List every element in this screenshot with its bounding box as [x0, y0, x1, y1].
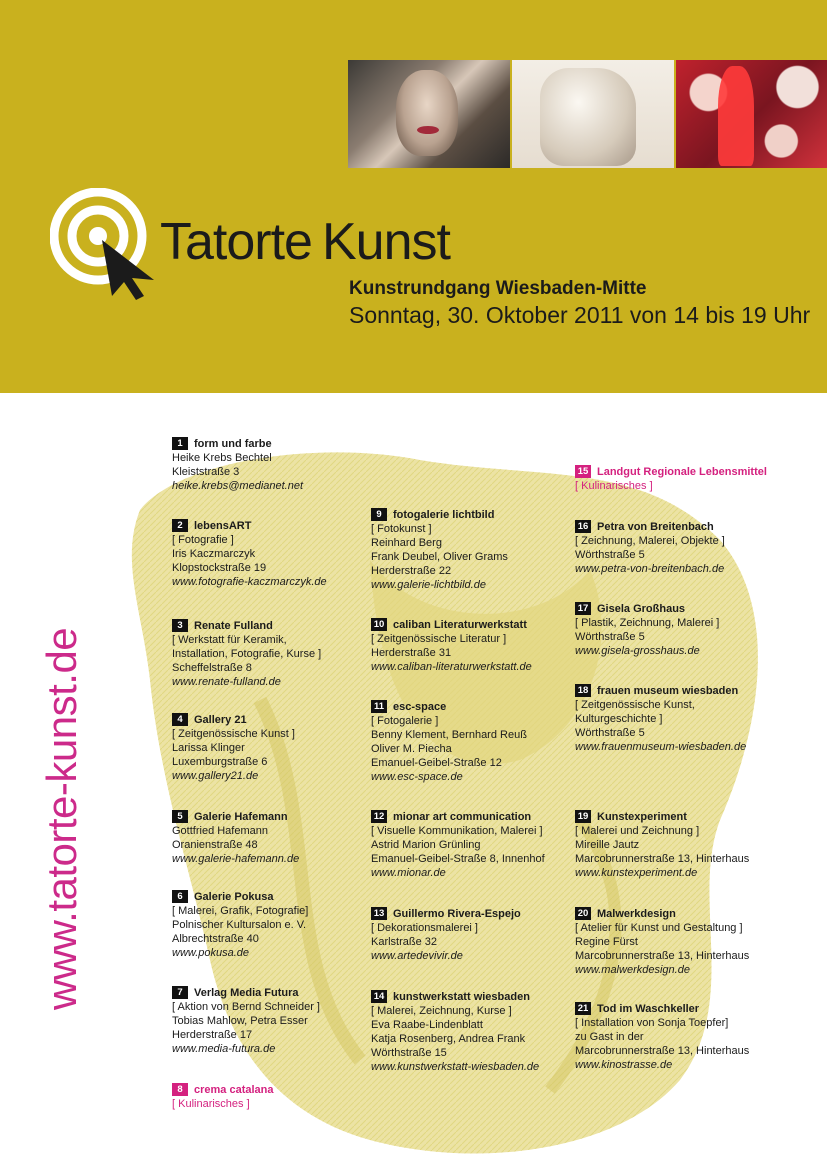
venue-entry: [371, 699, 591, 784]
venue-name: Galerie Pokusa: [194, 890, 274, 903]
venue-detail: [ Kulinarisches ]: [172, 1098, 250, 1110]
venue-detail: Emanuel-Geibel-Straße 8, Innenhof: [371, 853, 545, 865]
photo-sculpture: [512, 60, 674, 168]
venue-detail: [ Aktion von Bernd Schneider ]: [172, 1001, 320, 1013]
venue-detail: Oliver M. Piecha: [371, 743, 452, 755]
venue-name: Petra von Breitenbach: [597, 520, 714, 533]
venue-number-badge: 10: [371, 618, 387, 631]
venue-link[interactable]: www.media-futura.de: [172, 1043, 276, 1055]
venue-name: form und farbe: [194, 437, 272, 450]
venue-header: [371, 699, 591, 714]
venue-detail: [ Zeichnung, Malerei, Objekte ]: [575, 535, 725, 547]
venue-header: [172, 712, 392, 727]
venue-number-badge: 16: [575, 520, 591, 533]
venue-entry: [172, 618, 392, 689]
venue-name: lebensART: [194, 519, 252, 532]
venue-number-badge: 5: [172, 810, 188, 823]
venue-detail: Marcobrunnerstraße 13, Hinterhaus: [575, 950, 750, 962]
venue-detail: Wörthstraße 5: [575, 549, 645, 561]
venue-entry: [371, 617, 591, 674]
venue-detail: Herderstraße 17: [172, 1029, 253, 1041]
venue-entry: [371, 809, 591, 880]
venue-name: Landgut Regionale Lebensmittel: [597, 465, 767, 478]
venue-header: [172, 436, 392, 451]
venue-detail: Gottfried Hafemann: [172, 825, 268, 837]
venue-number-badge: 21: [575, 1002, 591, 1015]
venue-number-badge: 7: [172, 986, 188, 999]
venue-detail: Kulturgeschichte ]: [575, 713, 663, 725]
venue-detail: [ Malerei, Grafik, Fotografie]: [172, 905, 309, 917]
venue-entry: [172, 985, 392, 1056]
venue-link[interactable]: www.galerie-hafemann.de: [172, 853, 300, 865]
venue-entry: [575, 601, 795, 658]
venue-link[interactable]: www.pokusa.de: [172, 947, 250, 959]
venue-header: [172, 618, 392, 633]
venue-number-badge: 19: [575, 810, 591, 823]
photo-red-painting: [676, 60, 827, 168]
venue-header: [172, 889, 392, 904]
venue-number-badge: 17: [575, 602, 591, 615]
venue-link[interactable]: www.gisela-grosshaus.de: [575, 645, 700, 657]
venue-detail: Frank Deubel, Oliver Grams: [371, 551, 508, 563]
venue-name: Verlag Media Futura: [194, 986, 299, 999]
venue-link[interactable]: www.kunstexperiment.de: [575, 867, 698, 879]
venue-detail: Luxemburgstraße 6: [172, 756, 268, 768]
venue-link[interactable]: heike.krebs@medianet.net: [172, 480, 304, 492]
venue-name: Galerie Hafemann: [194, 810, 288, 823]
photo-portrait: [348, 60, 510, 168]
venue-detail: Scheffelstraße 8: [172, 662, 252, 674]
venue-link[interactable]: www.malwerkdesign.de: [575, 964, 690, 976]
venue-detail: [ Fotografie ]: [172, 534, 234, 546]
venue-number-badge: 8: [172, 1083, 188, 1096]
venue-name: Tod im Waschkeller: [597, 1002, 700, 1015]
venue-detail: Regine Fürst: [575, 936, 638, 948]
venue-number-badge: 1: [172, 437, 188, 450]
page-title: [160, 212, 450, 272]
venue-header: [172, 985, 392, 1000]
venue-link[interactable]: www.mionar.de: [371, 867, 446, 879]
venue-name: frauen museum wiesbaden: [597, 684, 739, 697]
venue-number-badge: 13: [371, 907, 387, 920]
venue-header: [172, 518, 392, 533]
venue-detail: Astrid Marion Grünling: [371, 839, 481, 851]
venue-name: kunstwerkstatt wiesbaden: [393, 990, 530, 1003]
venue-name: Malwerkdesign: [597, 907, 676, 920]
venue-entry: [172, 1082, 392, 1111]
venue-name: Gallery 21: [194, 713, 247, 726]
venue-name: fotogalerie lichtbild: [393, 508, 495, 521]
venue-link[interactable]: www.artedevivir.de: [371, 950, 463, 962]
venue-detail: Reinhard Berg: [371, 537, 442, 549]
venue-detail: zu Gast in der: [575, 1031, 644, 1043]
venue-detail: [ Installation von Sonja Toepfer]: [575, 1017, 729, 1029]
venue-entry: [371, 507, 591, 592]
venue-detail: [ Malerei, Zeichnung, Kurse ]: [371, 1005, 512, 1017]
venue-detail: Marcobrunnerstraße 13, Hinterhaus: [575, 1045, 750, 1057]
title-word-2: Kunst: [321, 213, 450, 271]
venue-detail: Oranienstraße 48: [172, 839, 258, 851]
venue-detail: Polnischer Kultursalon e. V.: [172, 919, 307, 931]
venue-number-badge: 2: [172, 519, 188, 532]
venue-name: Guillermo Rivera-Espejo: [393, 907, 521, 920]
venue-entry: [575, 809, 795, 880]
venue-detail: Katja Rosenberg, Andrea Frank: [371, 1033, 526, 1045]
venue-entry: [172, 518, 392, 589]
venue-detail: Wörthstraße 15: [371, 1047, 447, 1059]
venue-name: Kunstexperiment: [597, 810, 687, 823]
venue-name: Gisela Großhaus: [597, 602, 686, 615]
venue-number-badge: 15: [575, 465, 591, 478]
venue-detail: Marcobrunnerstraße 13, Hinterhaus: [575, 853, 750, 865]
venue-number-badge: 12: [371, 810, 387, 823]
venue-detail: Benny Klement, Bernhard Reuß: [371, 729, 527, 741]
venue-entry: [371, 989, 591, 1074]
venue-entry: [371, 906, 591, 963]
venue-entry: [172, 889, 392, 960]
venue-detail: Albrechtstraße 40: [172, 933, 259, 945]
venue-detail: Eva Raabe-Lindenblatt: [371, 1019, 483, 1031]
venue-detail: Tobias Mahlow, Petra Esser: [172, 1015, 308, 1027]
date-line: Sonntag, 30. Oktober 2011 von 14 bis 19 Uhr: [349, 302, 811, 328]
title-word-1: Tatorte: [160, 213, 312, 271]
venue-detail: Mireille Jautz: [575, 839, 640, 851]
venue-header: [172, 1082, 392, 1097]
venue-entry: [172, 436, 392, 493]
venue-header: [172, 809, 392, 824]
venue-entry: [172, 809, 392, 866]
venue-detail: [ Dekorationsmalerei ]: [371, 922, 478, 934]
venue-entry: [575, 519, 795, 576]
venue-link[interactable]: www.esc-space.de: [371, 771, 463, 783]
venue-link[interactable]: www.frauenmuseum-wiesbaden.de: [575, 741, 747, 753]
venue-detail: [ Atelier für Kunst und Gestaltung ]: [575, 922, 743, 934]
venue-header: [575, 906, 795, 921]
venue-detail: Iris Kaczmarczyk: [172, 548, 256, 560]
venue-name: Renate Fulland: [194, 619, 273, 632]
subtitle: Kunstrundgang Wiesbaden-Mitte: [349, 278, 647, 299]
venue-header: [575, 683, 795, 698]
venue-detail: [ Zeitgenössische Literatur ]: [371, 633, 507, 645]
venue-header: [371, 906, 591, 921]
venue-detail: [ Malerei und Zeichnung ]: [575, 825, 700, 837]
venue-detail: Larissa Klinger: [172, 742, 245, 754]
venue-detail: [ Plastik, Zeichnung, Malerei ]: [575, 617, 720, 629]
venue-detail: [ Kulinarisches ]: [575, 480, 653, 492]
venue-name: mionar art communication: [393, 810, 532, 823]
venue-entry: [575, 906, 795, 977]
header-photos: [348, 60, 827, 168]
venue-header: [575, 519, 795, 534]
venue-header: [371, 617, 591, 632]
venue-detail: Installation, Fotografie, Kurse ]: [172, 648, 322, 660]
venue-detail: Wörthstraße 5: [575, 727, 645, 739]
venue-header: [371, 507, 591, 522]
venue-header: [371, 809, 591, 824]
venue-number-badge: 18: [575, 684, 591, 697]
venue-name: esc-space: [393, 700, 447, 713]
venue-header: [575, 601, 795, 616]
venue-detail: [ Werkstatt für Keramik,: [172, 634, 287, 646]
venue-entry: [172, 712, 392, 783]
venue-header: [371, 989, 591, 1004]
venue-detail: [ Fotokunst ]: [371, 523, 432, 535]
venue-link[interactable]: www.renate-fulland.de: [172, 676, 281, 688]
venue-link[interactable]: www.kinostrasse.de: [575, 1059, 673, 1071]
venue-detail: [ Zeitgenössische Kunst,: [575, 699, 695, 711]
venue-entry: [575, 683, 795, 754]
venue-number-badge: 6: [172, 890, 188, 903]
venue-link[interactable]: www.petra-von-breitenbach.de: [575, 563, 725, 575]
venue-name: caliban Literaturwerkstatt: [393, 618, 527, 631]
venue-detail: [ Visuelle Kommunikation, Malerei ]: [371, 825, 543, 837]
venue-number-badge: 3: [172, 619, 188, 632]
venue-detail: [ Zeitgenössische Kunst ]: [172, 728, 295, 740]
target-cursor-logo-icon: [50, 188, 162, 300]
venue-link[interactable]: www.fotografie-kaczmarczyk.de: [172, 576, 327, 588]
venue-link[interactable]: www.gallery21.de: [172, 770, 259, 782]
venue-number-badge: 14: [371, 990, 387, 1003]
vertical-website-link[interactable]: www.tatorte-kunst.de: [38, 627, 85, 1010]
venue-detail: Heike Krebs Bechtel: [172, 452, 272, 464]
venue-detail: Herderstraße 22: [371, 565, 452, 577]
venue-link[interactable]: www.caliban-literaturwerkstatt.de: [371, 661, 532, 673]
venue-detail: Kleiststraße 3: [172, 466, 240, 478]
venue-detail: Klopstockstraße 19: [172, 562, 267, 574]
venue-header: [575, 809, 795, 824]
venue-number-badge: 4: [172, 713, 188, 726]
venue-entry: [575, 1001, 795, 1072]
venue-header: [575, 464, 795, 479]
venue-detail: Herderstraße 31: [371, 647, 452, 659]
venue-detail: [ Fotogalerie ]: [371, 715, 439, 727]
venue-header: [575, 1001, 795, 1016]
venue-detail: Emanuel-Geibel-Straße 12: [371, 757, 502, 769]
venue-detail: Wörthstraße 5: [575, 631, 645, 643]
venue-entry: [575, 464, 795, 493]
venue-number-badge: 9: [371, 508, 387, 521]
venue-detail: Karlstraße 32: [371, 936, 438, 948]
venue-number-badge: 11: [371, 700, 387, 713]
venue-link[interactable]: www.galerie-lichtbild.de: [371, 579, 486, 591]
venue-number-badge: 20: [575, 907, 591, 920]
venue-link[interactable]: www.kunstwerkstatt-wiesbaden.de: [371, 1061, 540, 1073]
venue-name: crema catalana: [194, 1083, 274, 1096]
